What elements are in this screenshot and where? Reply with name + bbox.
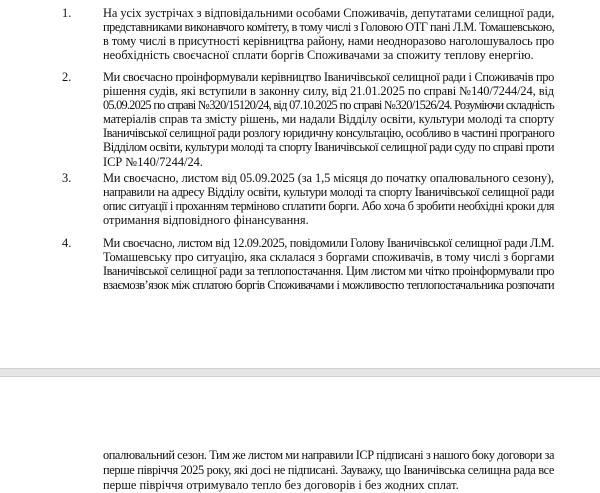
text-line: матеріалів справ та змісту рішень, ми надали Відділу освіти, культури молоді та спорту: [103, 112, 554, 127]
text-line: Ми своєчасно проінформували керівництво Іваничівської селищної ради і Споживачів про: [103, 70, 554, 84]
list-item-number: 4.: [62, 236, 72, 250]
list-item-text: [103, 70, 554, 169]
text-line: ІСР №140/7244/24.: [103, 154, 203, 169]
text-line: в тому числі в присутності керівництва району, нами неодноразово наголошувалось про: [103, 34, 554, 49]
text-line: Томашевську про ситуацію, яка склалася з боргами споживачів, в тому числі з боргами: [103, 250, 555, 265]
text-line: Ми своєчасно, листом від 05.09.2025 (за 1,5 місяця до початку опалювального сезону),: [103, 171, 554, 185]
page-break: [0, 368, 600, 377]
text-line: перше півріччя 2025 року, які досі не підписані. Зауважу, що Іваничівська селищна рада все: [103, 463, 554, 477]
item-4-continuation: [103, 448, 554, 493]
text-line: необхідність своєчасної сплати боргів Споживачами за спожиту теплову енергію.: [103, 48, 534, 63]
list-item-text: [103, 6, 554, 62]
list-item-number: 3.: [62, 171, 72, 185]
text-line: направили на адресу Відділу освіти, культури молоді та спорту Іваничівської селищної ради: [103, 185, 554, 200]
text-line: 05.09.2025 по справі №320/15120/24, від 07.10.2025 по справі №320/1526/24. Розуміючи складність: [103, 98, 554, 113]
text-line: Ми своєчасно, листом від 12.09.2025, повідомили Голову Іваничівської селищної ради Л.М.: [103, 236, 554, 250]
list-item-number: 1.: [62, 6, 72, 20]
text-line: отримання відповідного фінансування.: [103, 213, 309, 228]
text-line: взаємозв’язок між сплатою боргів Споживачами і можливостю теплопостачальника розпочати: [103, 278, 554, 293]
list-item-number: 2.: [62, 70, 72, 84]
text-line: опис ситуації і проханням терміново сплатити борги. Або хоча б зробити необхідні кроки для: [103, 199, 554, 214]
list-item-4: [62, 236, 554, 292]
text-line: Іваничівської селищної ради розлогу юридичну консультацію, особливо в частині програного: [103, 126, 555, 141]
list-item-2: [62, 70, 554, 169]
list-item-1: [62, 6, 554, 62]
text-line: На усіх зустрічах з відповідальними особами Споживачів, депутатами селищної ради,: [103, 6, 555, 20]
text-line: Іваничівської селищної ради за теплопостачання. Цим листом ми чітко проінформували про: [103, 264, 554, 279]
list-item-text: [103, 236, 554, 292]
list-item-3: [62, 171, 554, 227]
list-item-text: [103, 171, 554, 227]
text-line: представниками виконавчого комітету, в тому числі з Головою ОТГ пані Л.М. Томашевською,: [103, 20, 555, 35]
text-line: опалювальний сезон. Тим же листом ми направили ІСР підписані з нашого боку договори за: [103, 448, 554, 462]
text-line: перше півріччя отримувало тепло без договорів і без жодних сплат.: [103, 478, 459, 492]
text-line: рішення судів, які вступили в законну силу, від 21.01.2025 по справі №140/7244/24, від: [103, 84, 554, 99]
text-line: Відділом освіти, культури молоді та спорту Іваничівської селищної ради суду по справі проти: [103, 140, 554, 155]
